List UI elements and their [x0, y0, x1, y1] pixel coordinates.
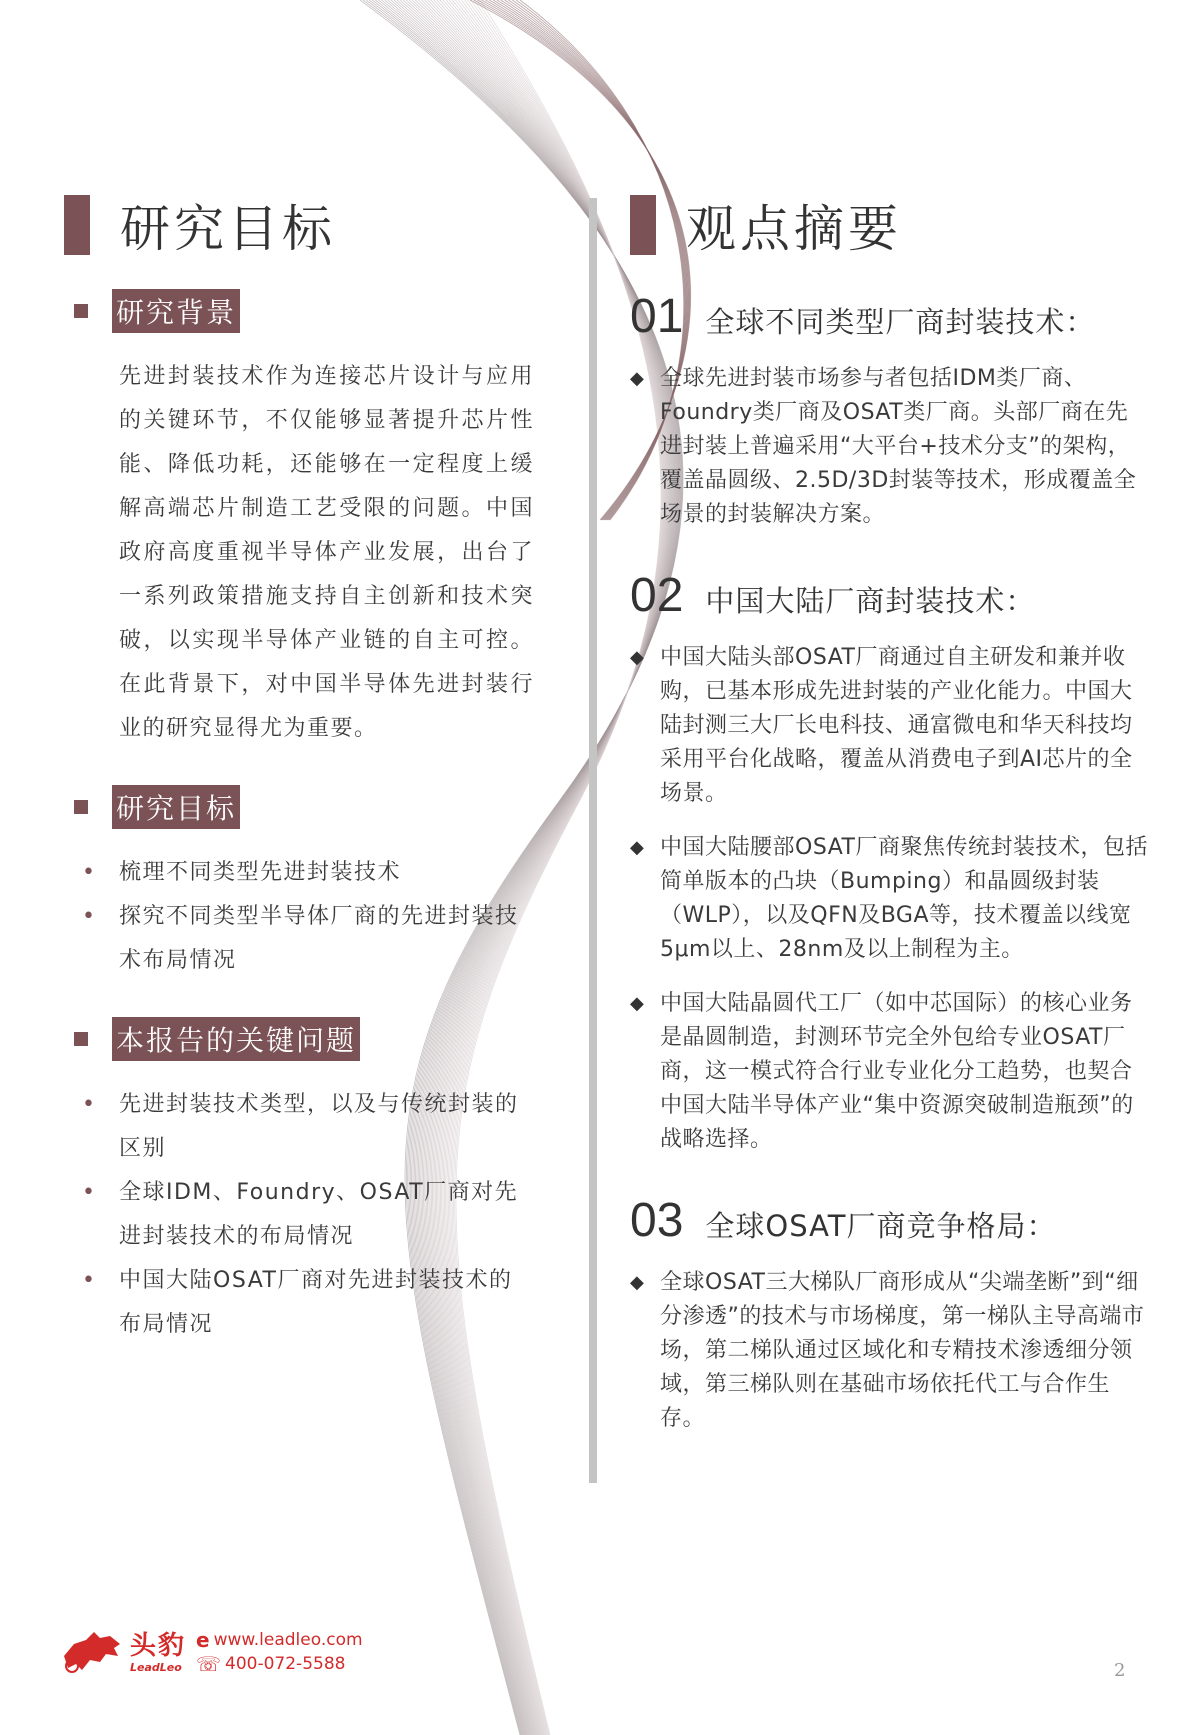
section-header [630, 568, 1150, 623]
section-header [630, 289, 1150, 344]
footer-branding [60, 1626, 363, 1678]
research-goal-heading [64, 195, 534, 258]
subheading-label: 本报告的关键问题 [112, 1017, 360, 1061]
brand-en: LeadLeo [130, 1660, 182, 1674]
section-title: 中国大陆厂商封装技术： [705, 584, 1036, 618]
section-number: 03 [630, 1194, 684, 1247]
heading-text: 研究目标 [120, 200, 336, 258]
brand-cn: 头豹 [130, 1630, 187, 1661]
goals-list [64, 851, 534, 983]
diamond-bullet-icon: ◆ [630, 837, 645, 858]
heading-accent-bar [64, 195, 90, 255]
website-row [196, 1628, 363, 1652]
left-column [64, 195, 534, 1381]
right-column [630, 195, 1150, 1472]
bullet-point: ◆ 中国大陆腰部OSAT厂商聚焦传统封装技术，包括简单版本的凸块（Bumping）和晶圆级封装（WLP），以及QFN及BGA等，技术覆盖以线宽5μm以上、28nm及以上制程为主。 [630, 831, 1150, 967]
dot-bullet-icon: • [82, 1180, 97, 1205]
dot-bullet-icon: • [82, 1092, 97, 1117]
dot-bullet-icon: • [82, 1268, 97, 1293]
phone-number: 400-072-5588 [225, 1654, 346, 1674]
summary-section-02 [630, 568, 1150, 1157]
subheading-background [64, 289, 534, 333]
brand-name [130, 1631, 186, 1674]
bullet-point: ◆ 中国大陆头部OSAT厂商通过自主研发和兼并收购，已基本形成先进封装的产业化能力。中国大陆封测三大厂长电科技、通富微电和华天科技均采用平台化战略，覆盖从消费电子到AI芯片的全场景。 [630, 641, 1150, 811]
section-title: 全球OSAT厂商竞争格局： [705, 1209, 1057, 1243]
square-bullet-icon [74, 800, 88, 814]
section-header [630, 1193, 1150, 1248]
bullet-point: ◆ 中国大陆晶圆代工厂（如中芯国际）的核心业务是晶圆制造，封测环节完全外包给专业OSAT厂商，这一模式符合行业专业化分工趋势，也契合中国大陆半导体产业“集中资源突破制造瓶颈”的战略选择。 [630, 987, 1150, 1157]
page-number: 2 [1114, 1660, 1126, 1681]
bullet-point: ◆ 全球OSAT三大梯队厂商形成从“尖端垄断”到“细分渗透”的技术与市场梯度，第一梯队主导高端市场，第二梯队通过区域化和专精技术渗透细分领域，第三梯队则在基础市场依托代工与合作生存。 [630, 1266, 1150, 1436]
section-number: 01 [630, 290, 684, 343]
subheading-key-questions [64, 1017, 534, 1061]
subheading-label: 研究背景 [112, 289, 240, 333]
leopard-logo-icon [60, 1626, 124, 1678]
background-paragraph: 先进封装技术作为连接芯片设计与应用的关键环节，不仅能够显著提升芯片性能、降低功耗，还能够在一定程度上缓解高端芯片制造工艺受限的问题。中国政府高度重视半导体产业发展，出台了一系列政策措施支持自主创新和技术突破，以实现半导体产业链的自主可控。在此背景下，对中国半导体先进封装行业的研究显得尤为重要。 [119, 364, 534, 741]
phone-icon: ☏ [196, 1652, 222, 1676]
diamond-bullet-icon: ◆ [630, 1272, 645, 1293]
list-item: • 探究不同类型半导体厂商的先进封装技术布局情况 [64, 895, 534, 983]
subheading-goals [64, 785, 534, 829]
list-item: • 全球IDM、Foundry、OSAT厂商对先进封装技术的布局情况 [64, 1171, 534, 1259]
list-item: • 先进封装技术类型，以及与传统封装的区别 [64, 1083, 534, 1171]
list-item: • 中国大陆OSAT厂商对先进封装技术的布局情况 [64, 1259, 534, 1347]
summary-section-01 [630, 289, 1150, 532]
list-item: • 梳理不同类型先进封装技术 [64, 851, 534, 895]
website-link[interactable]: www.leadleo.com [213, 1630, 363, 1650]
subheading-label: 研究目标 [112, 785, 240, 829]
column-divider [589, 198, 597, 1483]
square-bullet-icon [74, 1032, 88, 1046]
contact-info [196, 1628, 363, 1676]
section-number: 02 [630, 569, 684, 622]
diamond-bullet-icon: ◆ [630, 647, 645, 668]
web-icon: e [196, 1628, 210, 1652]
summary-section-03 [630, 1193, 1150, 1436]
phone-row [196, 1652, 363, 1676]
diamond-bullet-icon: ◆ [630, 993, 645, 1014]
key-questions-list [64, 1083, 534, 1347]
heading-text: 观点摘要 [686, 200, 902, 258]
square-bullet-icon [74, 304, 88, 318]
section-title: 全球不同类型厂商封装技术： [705, 305, 1096, 339]
dot-bullet-icon: • [82, 860, 97, 885]
summary-heading [630, 195, 1150, 258]
heading-accent-bar [630, 195, 656, 255]
bullet-point: ◆ 全球先进封装市场参与者包括IDM类厂商、Foundry类厂商及OSAT类厂商。头部厂商在先进封装上普遍采用“大平台+技术分支”的架构，覆盖晶圆级、2.5D/3D封装等技术，形成覆盖全场景的封装解决方案。 [630, 362, 1150, 532]
dot-bullet-icon: • [82, 904, 97, 929]
diamond-bullet-icon: ◆ [630, 368, 645, 389]
